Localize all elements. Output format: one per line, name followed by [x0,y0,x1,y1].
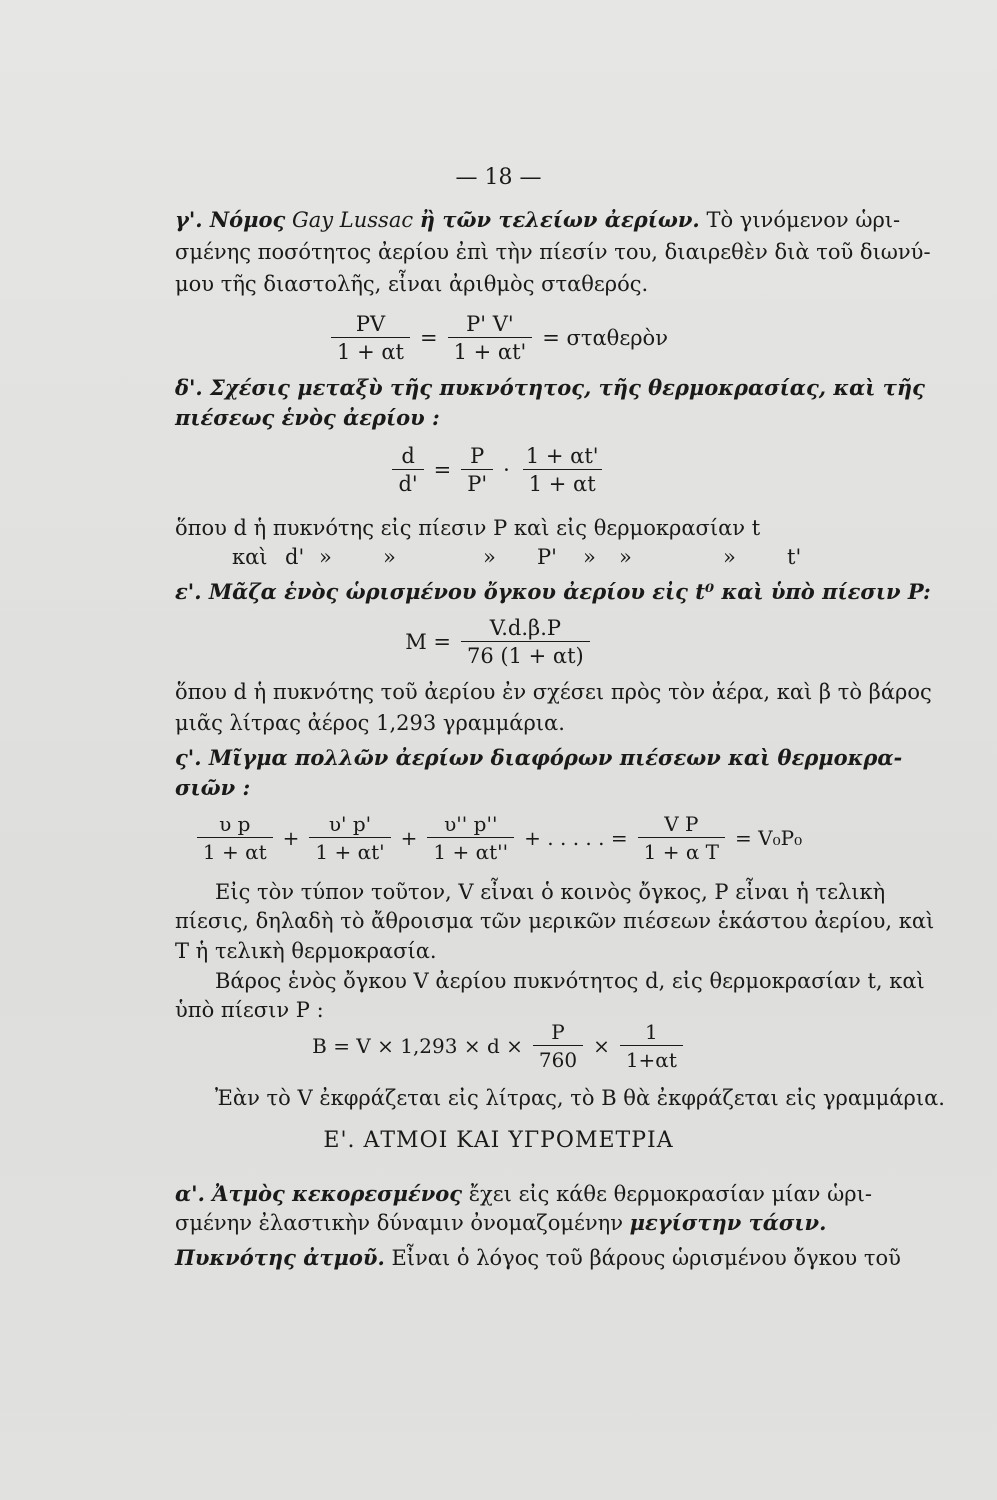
mixture-text-2: πίεσις, δηλαδὴ τὸ ἄθροισμα τῶν μερικῶν πιέσεων ἑκάστου ἀερίου, καὶ [175,909,935,933]
ditto-mark: » [723,545,736,569]
fraction-numerator: PV [355,312,386,336]
density-fraction-d [392,444,423,496]
weight-final-line: Ἐὰν τὸ V ἐκφράζεται εἰς λίτρας, τὸ B θὰ ἐκφράζεται εἰς γραμμάρια. [215,1086,945,1110]
saturated-vapor-text-1: ἔχει εἰς κάθε θερμοκρασίαν μίαν ὡρι- [468,1182,872,1206]
density-heading-1: δ'. Σχέσις μεταξὺ τῆς πυκνότητος, τῆς θερμοκρασίας, καὶ τῆς [175,375,925,400]
mixture-term-3 [427,812,514,864]
mixture-text-1: Εἰς τὸν τύπον τοῦτον, V εἶναι ὁ κοινὸς ὄγκος, P εἶναι ἡ τελικὴ [215,880,886,904]
saturated-vapor-line-2 [175,1209,877,1237]
gay-lussac-label: γ'. Νόμος [175,207,286,232]
fraction-numerator: d [401,444,415,468]
saturated-vapor-term: μεγίστην τάσιν. [629,1210,827,1235]
ditto-d: d' [285,545,305,569]
weight-equation [0,1020,997,1072]
mass-equation [0,616,997,668]
fraction-denominator: 1 + αt'' [427,837,514,864]
fraction-numerator: υ'' p'' [444,812,498,836]
density-equation [0,444,997,496]
mixture-text-3: T ἡ τελικὴ θερμοκρασία. [175,939,437,963]
vapor-density-label: Πυκνότης ἀτμοῦ. [175,1245,385,1270]
plus-sign: + [282,826,300,850]
fraction-denominator: 76 (1 + αt) [461,641,590,668]
fraction-denominator: 1 + αt' [448,337,533,364]
ditto-mark: » [619,545,632,569]
mass-lhs: M = [405,630,452,654]
mass-fraction [461,616,590,668]
gay-lussac-equation [0,312,997,364]
fraction-denominator: 1+αt [620,1045,683,1072]
mixture-term-2 [309,812,390,864]
ditto-mark: » [583,545,596,569]
density-fraction-p [461,444,493,496]
fraction-denominator: 1 + αt [197,837,273,864]
fraction-denominator: d' [392,469,423,496]
density-fraction-t [520,444,605,496]
plus-sign: + [400,826,418,850]
density-heading-2: πιέσεως ἑνὸς ἀερίου : [175,405,440,430]
fraction-numerator: υ' p' [328,812,372,836]
fraction-denominator: 1 + α T [638,837,725,864]
fraction-numerator: V P [664,812,699,836]
saturated-vapor-line-1 [175,1180,877,1208]
mixture-equation [0,812,997,864]
mass-text-2: μιᾶς λίτρας ἀέρος 1,293 γραμμάρια. [175,711,565,735]
gay-lussac-fraction-2 [448,312,533,364]
fraction-numerator: V.d.β.P [489,616,561,640]
fraction-numerator: υ p [219,812,251,836]
mixture-term-1 [197,812,273,864]
gay-lussac-text-1: Τὸ γινόμενον ὡρι- [706,208,901,232]
mass-text-1: ὅπου d ἡ πυκνότης τοῦ ἀερίου ἐν σχέσει πρὸς τὸν ἀέρα, καὶ β τὸ βάρος [175,680,932,704]
gay-lussac-text-3: μου τῆς διαστολῆς, εἶναι ἀριθμὸς σταθερός. [175,272,649,296]
fraction-denominator: 760 [533,1045,583,1072]
gay-lussac-fraction-1 [331,312,410,364]
times-sign: × [593,1034,610,1058]
gay-lussac-text-2: σμένης ποσότητος ἀερίου ἐπὶ τὴν πίεσίν του, διαιρεθὲν διὰ τοῦ διωνύ- [175,240,931,264]
weight-text-1: Βάρος ἑνὸς ὄγκου V ἀερίου πυκνότητος d, εἰς θερμοκρασίαν t, καὶ [215,969,925,993]
page-number: — 18 — [455,165,542,190]
ditto-mark: » [483,545,496,569]
fraction-denominator: P' [461,469,493,496]
ditto-t: t' [787,545,802,569]
saturated-vapor-text-2: σμένην ἐλαστικὴν δύναμιν ὀνομαζομένην [175,1211,623,1235]
ditto-p: P' [537,545,557,569]
weight-lhs: B = V × 1,293 × d × [312,1034,523,1058]
fraction-numerator: 1 [644,1020,658,1044]
fraction-numerator: P [551,1020,565,1044]
dot-operator: · [503,458,510,482]
mixture-heading-1: ς'. Μῖγμα πολλῶν ἀερίων διαφόρων πιέσεων καὶ θερμοκρα- [175,745,903,770]
mass-heading: ε'. Μᾶζα ἑνὸς ὡρισμένου ὄγκου ἀερίου εἰς t⁰ καὶ ὑπὸ πίεσιν P: [175,579,931,604]
vapor-density-line [175,1244,901,1272]
vapor-density-text: Εἶναι ὁ λόγος τοῦ βάρους ὡρισμένου ὄγκου τοῦ [391,1246,901,1270]
fraction-denominator: 1 + αt [331,337,410,364]
gay-lussac-heading-line [175,206,901,234]
density-where-1: ὅπου d ἡ πυκνότης εἰς πίεσιν P καὶ εἰς θερμοκρασίαν t [175,516,761,540]
mixture-heading-2: σιῶν : [175,775,251,800]
mixture-term-4 [638,812,725,864]
fraction-numerator: P [470,444,485,468]
fraction-numerator: P' V' [466,312,514,336]
mixture-result: = V₀P₀ [735,826,803,850]
gay-lussac-result: = σταθερὸν [542,326,668,350]
equals-sign: = [419,326,438,350]
section-heading: Ε'. ΑΤΜΟΙ ΚΑΙ ΥΓΡΟΜΕΤΡΙΑ [323,1128,674,1153]
ditto-mark: » [319,545,332,569]
density-where-2 [175,543,877,571]
ditto-kai: καὶ [232,545,268,569]
weight-fraction-temperature [620,1020,683,1072]
weight-fraction-pressure [533,1020,583,1072]
gay-lussac-title-rest: ἢ τῶν τελείων ἀερίων. [419,207,700,232]
ditto-mark: » [383,545,396,569]
saturated-vapor-label: α'. Ἀτμὸς κεκορεσμένος [175,1181,463,1206]
weight-text-2: ὑπὸ πίεσιν P : [175,998,324,1022]
fraction-denominator: 1 + αt' [309,837,390,864]
fraction-numerator: 1 + αt' [525,444,599,468]
fraction-denominator: 1 + αt [523,469,602,496]
gay-lussac-name: Gay Lussac [291,208,414,232]
equals-sign: = [433,458,452,482]
mixture-dots: + . . . . . = [524,826,628,850]
